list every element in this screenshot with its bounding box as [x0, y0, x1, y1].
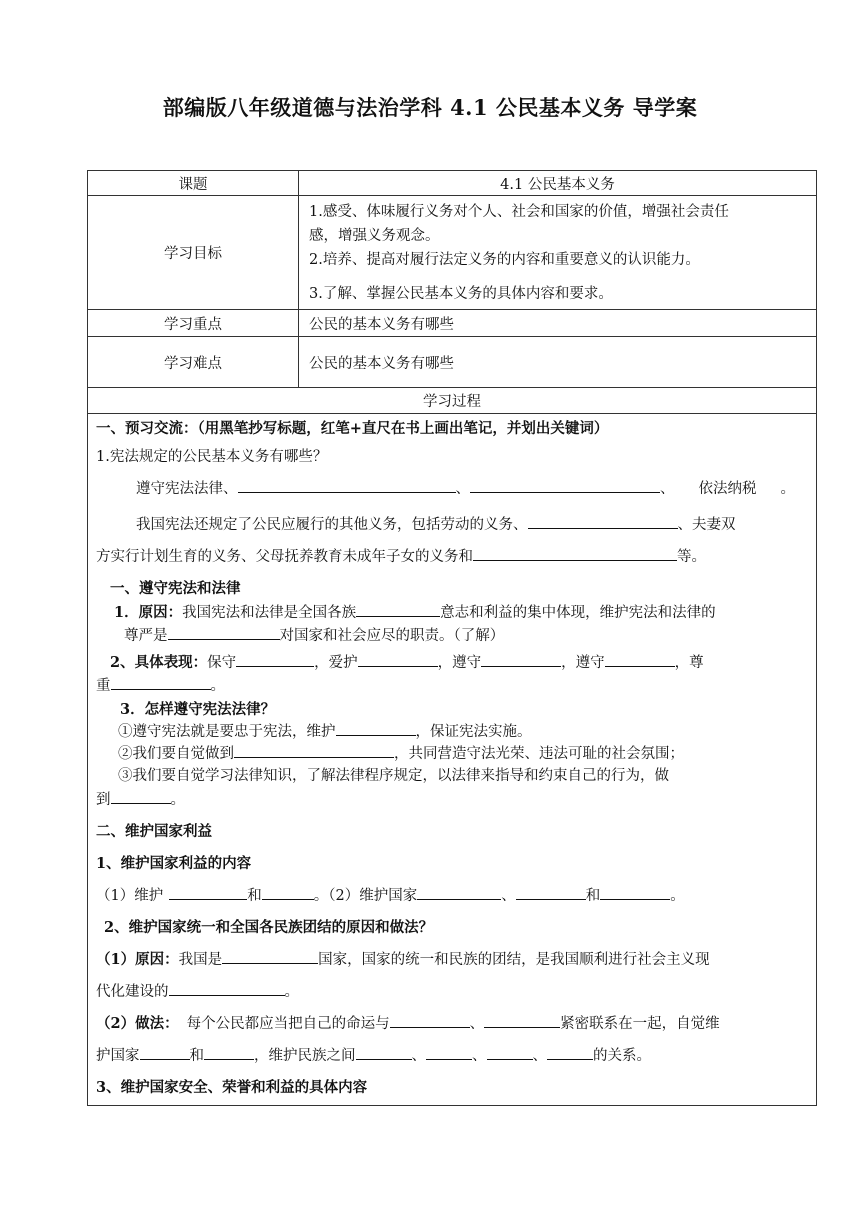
- section-1-heading: 一、预习交流：（用黑笔抄写标题，红笔+直尺在书上画出笔记，并划出关键词）: [96, 420, 609, 437]
- process-body-row: [88, 414, 817, 1106]
- text: 。: [284, 984, 299, 1000]
- blank[interactable]: [356, 602, 440, 617]
- text: 1．原因：: [114, 604, 183, 621]
- how-item-3: ③我们要自觉学习法律知识，了解法律程序规定，以法律来指导和约束自己的行为，做: [118, 768, 669, 784]
- text: 护国家: [96, 1048, 140, 1064]
- blank[interactable]: [358, 652, 438, 667]
- text: 我国宪法和法律是全国各族: [182, 605, 357, 621]
- text: 的关系。: [593, 1048, 651, 1064]
- blank[interactable]: [204, 1045, 254, 1060]
- blank[interactable]: [516, 885, 586, 900]
- practice-line-1: [96, 1013, 808, 1035]
- blank[interactable]: [390, 1013, 470, 1028]
- text: 和: [585, 888, 601, 904]
- section-2-1-heading: 1、维护国家利益的内容: [96, 855, 252, 872]
- difficulty-label: 学习难点: [88, 337, 299, 388]
- text: 国家，国家的统一和民族的团结，是我国顺利进行社会主义现: [318, 952, 710, 968]
- subsection-heading: 一、遵守宪法和法律: [110, 580, 241, 597]
- goal-item: 2.培养、提高对履行法定义务的内容和重要意义的认识能力。: [309, 251, 700, 268]
- how-item-1: [96, 721, 808, 743]
- performance-line-2: [96, 675, 808, 697]
- text: 、: [501, 888, 516, 904]
- text: 、夫妻双: [677, 517, 736, 533]
- blank[interactable]: [426, 1045, 472, 1060]
- text: ，保证宪法实施。: [415, 724, 532, 740]
- text: 重: [96, 678, 111, 694]
- goal-label: 学习目标: [88, 196, 299, 310]
- answer-line-1: [96, 478, 808, 500]
- blank[interactable]: [111, 789, 171, 804]
- blank[interactable]: [484, 1013, 560, 1028]
- document-title: 部编版八年级道德与法治学科 4.1 公民基本义务 导学案: [162, 95, 698, 120]
- text: 等。: [677, 549, 706, 565]
- goal-item: 1.感受、体味履行义务对个人、社会和国家的价值，增强社会责任: [309, 203, 729, 220]
- difficulty-row: [88, 337, 817, 388]
- section-2-heading: 二、维护国家利益: [96, 823, 212, 840]
- blank[interactable]: [169, 981, 285, 996]
- text: 保守: [207, 655, 237, 671]
- text: 我国是: [178, 952, 223, 968]
- blank[interactable]: [528, 514, 678, 529]
- text: ①遵守宪法就是要忠于宪法，维护: [118, 724, 336, 740]
- question-1: 1.宪法规定的公民基本义务有哪些？: [96, 449, 328, 465]
- text: 。: [670, 888, 685, 904]
- blank[interactable]: [169, 885, 247, 900]
- key-label: 学习重点: [88, 310, 299, 337]
- reason-2-line-1: [96, 949, 808, 971]
- section-2-2-heading: 2、维护国家统一和全国各民族团结的原因和做法？: [104, 919, 434, 936]
- answer-line-3: [96, 546, 808, 568]
- blank[interactable]: [222, 949, 318, 964]
- process-label: 学习过程: [88, 388, 817, 414]
- text: 每个公民都应当把自己的命运与: [186, 1016, 390, 1032]
- text: 。: [780, 481, 795, 497]
- blank[interactable]: [234, 743, 394, 758]
- text: 尊严是: [124, 628, 168, 644]
- difficulty-value: 公民的基本义务有哪些: [299, 337, 817, 388]
- text: 遵守宪法法律、: [136, 481, 238, 497]
- blank[interactable]: [470, 478, 660, 493]
- text: （1）维护: [96, 888, 164, 904]
- process-row: [88, 388, 817, 414]
- blank[interactable]: [356, 1045, 412, 1060]
- blank[interactable]: [336, 721, 416, 736]
- blank[interactable]: [140, 1045, 190, 1060]
- text: 、: [472, 1048, 487, 1064]
- text: ②我们要自觉做到: [118, 746, 234, 762]
- text: 、: [469, 1016, 485, 1032]
- text: 和: [247, 888, 262, 904]
- national-interest-line: [96, 885, 808, 907]
- text: 我国宪法还规定了公民应履行的其他义务，包括劳动的义务、: [136, 517, 528, 533]
- blank[interactable]: [547, 1045, 593, 1060]
- text: 意志和利益的集中体现，维护宪法和法律的: [440, 605, 716, 621]
- key-row: [88, 310, 817, 337]
- how-item-3-cont: [96, 789, 808, 811]
- text: 、: [455, 481, 470, 497]
- study-guide-table: [87, 170, 817, 1106]
- reason-2-line-2: [96, 981, 808, 1003]
- text: 。（2）维护国家: [313, 888, 418, 904]
- text: 代化建设的: [96, 984, 169, 1000]
- key-value: 公民的基本义务有哪些: [299, 310, 817, 337]
- reason-line-1: [96, 602, 808, 624]
- topic-value: 4.1 公民基本义务: [299, 171, 817, 196]
- performance-line-1: [96, 652, 808, 674]
- text: ，维护民族之间: [254, 1048, 356, 1064]
- blank[interactable]: [236, 652, 314, 667]
- section-2-3-heading: 3、维护国家安全、荣誉和利益的具体内容: [96, 1079, 368, 1096]
- text: （1）原因：: [96, 951, 179, 968]
- text: ，尊: [674, 655, 704, 671]
- text: 依法纳税: [698, 481, 757, 497]
- how-heading: 3．怎样遵守宪法法律？: [120, 701, 276, 718]
- blank[interactable]: [487, 1045, 533, 1060]
- text: ，爱护: [314, 655, 358, 671]
- goal-item: 感，增强义务观念。: [309, 227, 440, 244]
- blank[interactable]: [238, 478, 456, 493]
- blank[interactable]: [111, 675, 211, 690]
- text: 对国家和社会应尽的职责。（了解）: [279, 628, 505, 644]
- blank[interactable]: [168, 625, 280, 640]
- text: 、: [660, 481, 675, 497]
- text: ，共同营造守法光荣、违法可耻的社会氛围；: [394, 746, 684, 762]
- text: 2、具体表现：: [110, 654, 208, 671]
- text: （2）做法：: [96, 1015, 179, 1032]
- text: 到: [96, 792, 111, 808]
- goal-item: 3.了解、掌握公民基本义务的具体内容和要求。: [309, 285, 613, 302]
- text: 。: [170, 792, 185, 808]
- blank[interactable]: [605, 652, 675, 667]
- how-item-2: [96, 743, 808, 765]
- reason-line-2: [96, 625, 808, 647]
- text: 方实行计划生育的义务、父母抚养教育未成年子女的义务和: [96, 549, 473, 565]
- practice-line-2: [96, 1045, 808, 1067]
- text: ，遵守: [437, 655, 482, 671]
- topic-row: [88, 171, 817, 196]
- text: ，遵守: [561, 655, 605, 671]
- topic-label: 课题: [88, 171, 299, 196]
- answer-line-2: [96, 514, 808, 536]
- process-body: [88, 414, 817, 1106]
- blank[interactable]: [600, 885, 670, 900]
- text: 、: [532, 1048, 547, 1064]
- blank[interactable]: [262, 885, 314, 900]
- blank[interactable]: [473, 546, 677, 561]
- text: 紧密联系在一起，自觉维: [560, 1016, 720, 1032]
- goal-list: [299, 196, 817, 310]
- text: 。: [210, 678, 225, 694]
- text: 和: [189, 1048, 204, 1064]
- blank[interactable]: [481, 652, 561, 667]
- blank[interactable]: [417, 885, 501, 900]
- text: 、: [411, 1048, 426, 1064]
- goal-row: [88, 196, 817, 310]
